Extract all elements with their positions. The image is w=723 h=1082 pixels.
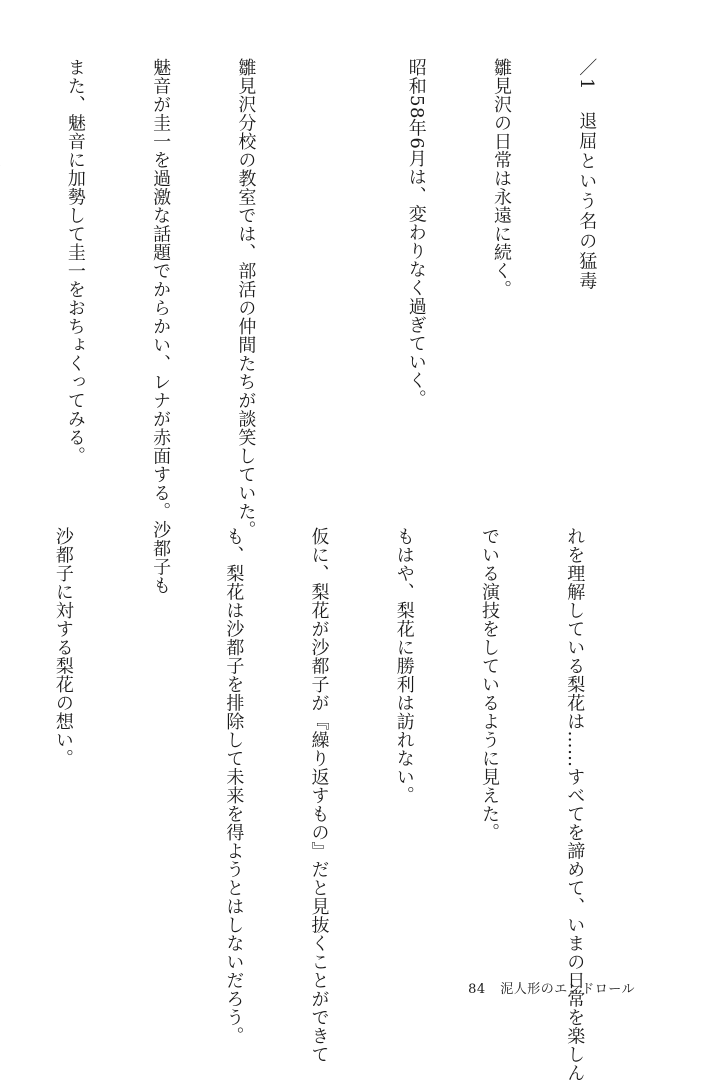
text-column: 昭和58年6月は、変わりなく過ぎていく。 — [405, 58, 427, 409]
page-footer — [468, 978, 645, 997]
page-number: 84 — [468, 982, 486, 997]
top-text-block — [0, 58, 657, 595]
text-column: 魅音が圭一を過激な話題でからかい、レナが赤面する。沙都子も — [150, 58, 172, 595]
text-column: 雛見沢の日常は永遠に続く。 — [490, 58, 512, 299]
chapter-title: ／1 退屈という名の猛毒 — [576, 58, 598, 292]
running-title: 泥人形のエンドロール — [500, 982, 635, 997]
text-column — [0, 58, 4, 498]
text-column: もはや、梨花に勝利は訪れない。 — [393, 527, 415, 805]
text-column: 仮に、梨花が沙都子が『繰り返すもの』だと見抜くことができて — [308, 527, 330, 1064]
text-column: も、梨花は沙都子を排除して未来を得ようとはしないだろう。 — [223, 527, 245, 1045]
text-column: 沙都子に対する梨花の想い。 — [52, 527, 74, 768]
text-column: れを理解している梨花は……すべてを諦めて、いまの日常を楽しん — [564, 527, 586, 1082]
text-column: でいる演技をしているように見えた。 — [478, 527, 500, 842]
blank-column — [316, 58, 344, 498]
text-column: 雛見沢分校の教室では、部活の仲間たちが談笑していた。 — [235, 58, 257, 539]
text-column: また、魅音に加勢して圭一をおちょくってみる。 — [64, 58, 86, 465]
blank-column — [134, 527, 162, 967]
